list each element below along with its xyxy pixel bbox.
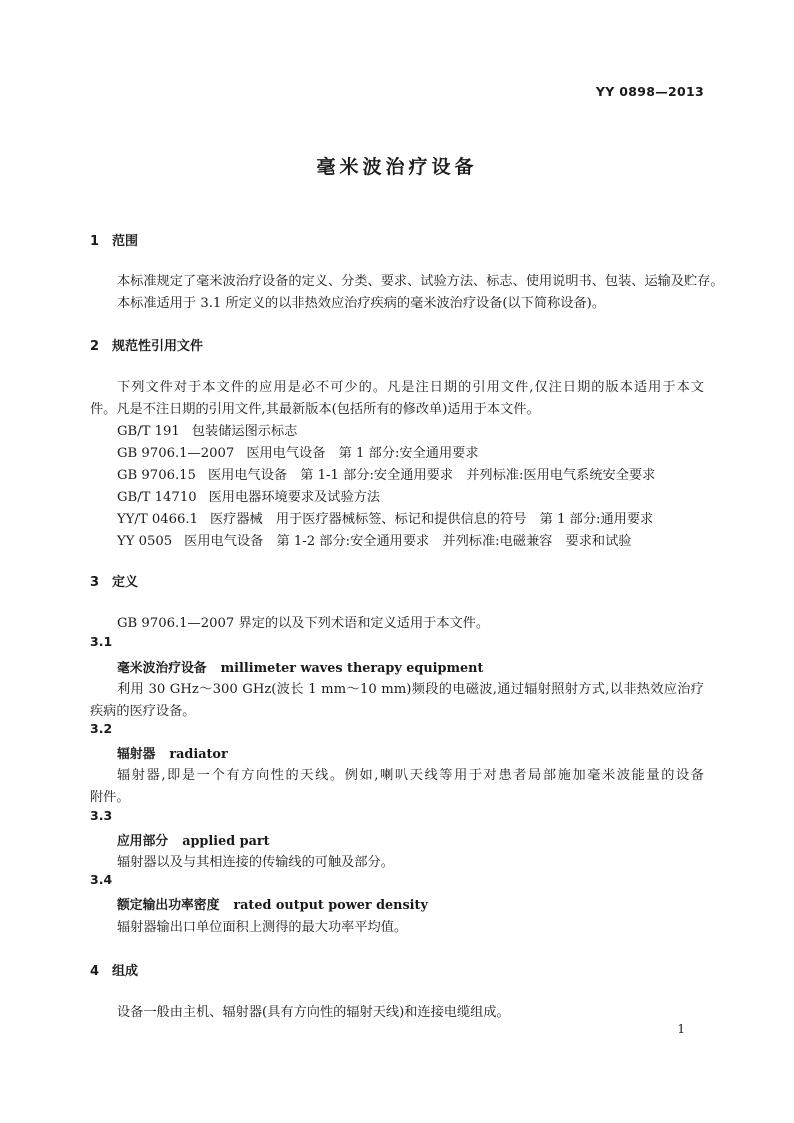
term-en: radiator (169, 747, 228, 762)
term-zh: 辐射器 (117, 747, 156, 762)
term-en: millimeter waves therapy equipment (220, 661, 484, 676)
section-title: 定义 (112, 575, 139, 590)
reference-title: 医用电气设备 第 1-2 部分:安全通用要求 并列标准:电磁兼容 要求和试验 (184, 534, 632, 549)
reference-code: GB 9706.1—2007 (117, 446, 235, 461)
section-number: 2 (90, 339, 100, 354)
term-heading (117, 657, 483, 676)
reference-title: 医疗器械 用于医疗器械标签、标记和提供信息的符号 第 1 部分:通用要求 (210, 512, 654, 527)
section-title: 组成 (112, 964, 139, 979)
section-heading-composition (90, 960, 138, 979)
reference-code: YY 0505 (117, 534, 173, 549)
term-zh: 毫米波治疗设备 (117, 661, 207, 676)
term-en: applied part (182, 834, 270, 849)
section-number: 4 (90, 964, 100, 979)
term-number: 3.2 (90, 721, 113, 736)
term-heading (117, 894, 428, 913)
term-number: 3.4 (90, 872, 113, 887)
section-title: 范围 (112, 234, 139, 249)
definitions-intro: GB 9706.1—2007 界定的以及下列术语和定义适用于本文件。 (117, 616, 490, 631)
term-definition-line-2: 附件。 (90, 790, 130, 805)
reference-code: YY/T 0466.1 (117, 512, 198, 527)
section-heading-normative-refs (90, 335, 203, 354)
term-heading (117, 830, 270, 849)
term-zh: 应用部分 (117, 834, 169, 849)
section-heading-scope (90, 230, 138, 249)
reference-code: GB/T 191 (117, 424, 180, 439)
reference-item (117, 442, 479, 461)
section-title: 规范性引用文件 (112, 339, 204, 354)
term-en: rated output power density (233, 898, 428, 913)
reference-code: GB/T 14710 (117, 490, 197, 505)
reference-item (117, 508, 653, 527)
composition-paragraph: 设备一般由主机、辐射器(具有方向性的辐射天线)和连接电缆组成。 (117, 1005, 510, 1020)
term-zh: 额定输出功率密度 (117, 898, 220, 913)
reference-item (117, 464, 655, 483)
reference-title: 医用电气设备 第 1-1 部分:安全通用要求 并列标准:医用电气系统安全要求 (207, 468, 656, 483)
page-number: 1 (677, 1022, 685, 1036)
section-heading-definitions (90, 571, 138, 590)
term-definition-line-1: 辐射器以及与其相连接的传输线的可触及部分。 (117, 855, 394, 870)
reference-item (117, 530, 632, 549)
reference-code: GB 9706.15 (117, 468, 196, 483)
reference-title: 包装储运图示标志 (191, 424, 298, 439)
reference-title: 医用电器环境要求及试验方法 (208, 490, 381, 505)
section-number: 3 (90, 575, 100, 590)
standard-code: YY 0898—2013 (595, 84, 704, 99)
reference-title: 医用电气设备 第 1 部分:安全通用要求 (246, 446, 479, 461)
refs-intro-line-2: 件。凡是不注日期的引用文件,其最新版本(包括所有的修改单)适用于本文件。 (90, 402, 540, 417)
term-number: 3.3 (90, 808, 113, 823)
document-title: 毫米波治疗设备 (316, 156, 478, 178)
scope-paragraph-1: 本标准规定了毫米波治疗设备的定义、分类、要求、试验方法、标志、使用说明书、包装、运输及贮存。 (117, 274, 724, 289)
reference-item (117, 486, 380, 505)
section-number: 1 (90, 234, 100, 249)
term-definition-line-1: 辐射器输出口单位面积上测得的最大功率平均值。 (117, 920, 408, 935)
term-heading (117, 743, 228, 762)
term-definition-line-2: 疾病的医疗设备。 (90, 704, 196, 719)
refs-intro-line-1: 下列文件对于本文件的应用是必不可少的。凡是注日期的引用文件,仅注日期的版本适用于本文 (117, 380, 704, 395)
scope-paragraph-2: 本标准适用于 3.1 所定义的以非热效应治疗疾病的毫米波治疗设备(以下简称设备)。 (117, 296, 606, 311)
term-definition-line-1: 利用 30 GHz～300 GHz(波长 1 mm～10 mm)频段的电磁波,通过辐射照射方式,以非热效应治疗 (117, 682, 704, 697)
reference-item (117, 420, 297, 439)
term-definition-line-1: 辐射器,即是一个有方向性的天线。例如,喇叭天线等用于对患者局部施加毫米波能量的设备 (117, 768, 704, 783)
term-number: 3.1 (90, 634, 113, 649)
